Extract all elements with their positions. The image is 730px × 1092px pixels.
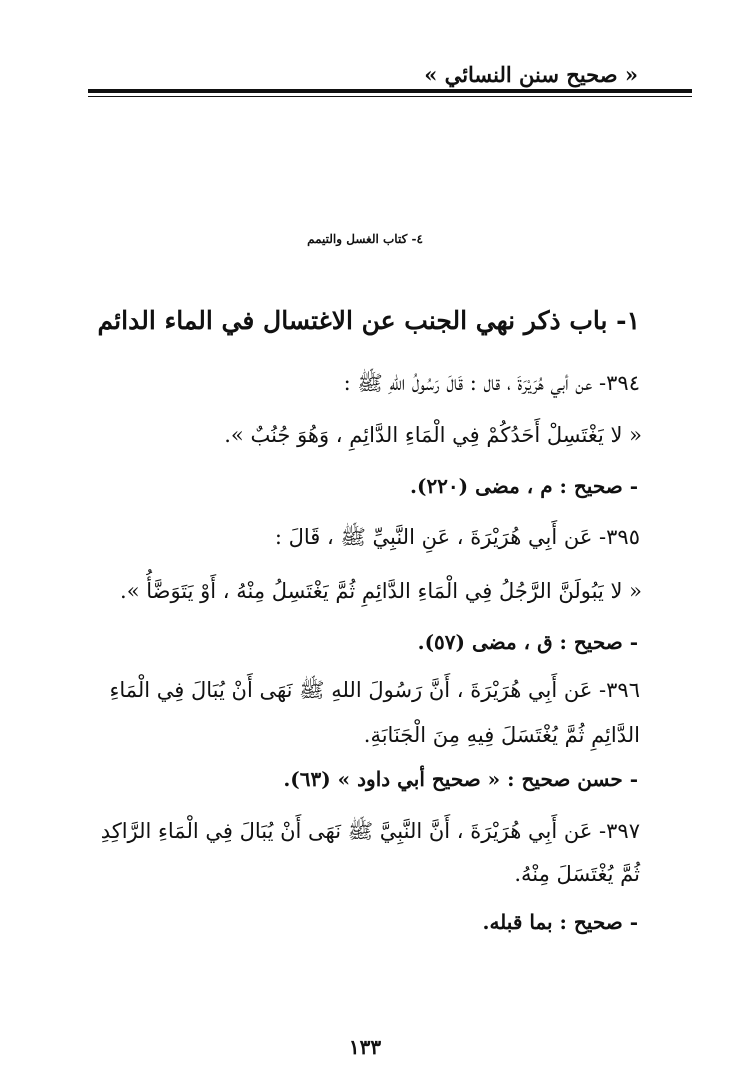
page-number: ١٣٣ [348,1035,382,1059]
running-header-title: « صحيح سنن النسائي » [424,62,638,87]
hadith-397-line-2: ثُمَّ يُغْتَسَلَ مِنْهُ. [514,862,640,886]
hadith-396-line-2: الدَّائِمِ ثُمَّ يُغْتَسَلَ فِيهِ مِنَ الْجَنَابَةِ. [363,723,640,747]
hadith-395-grade: - صحيح : ق ، مضى (٥٧). [417,630,638,654]
hadith-395-line-2: « لا يَبُولَنَّ الرَّجُلُ فِي الْمَاءِ الدَّائِمِ ثُمَّ يَغْتَسِلُ مِنْهُ ، أَوْ يَتَوَضَّأُ ». [120,579,642,603]
book-title: ٤- كتاب الغسل والتيمم [307,232,423,246]
header-rule-thick [88,89,692,93]
hadith-394-grade: - صحيح : م ، مضى (٢٢٠). [410,474,638,498]
hadith-395-line-1: ٣٩٥- عَن أَبِي هُرَيْرَةَ ، عَنِ النَّبِيِّ ﷺ ، قَالَ : [274,525,640,549]
hadith-397-line-1: ٣٩٧- عَن أَبِي هُرَيْرَةَ ، أَنَّ النَّبِيَّ ﷺ نَهَى أَنْ يُبَالَ فِي الْمَاءِ الرَّاكِدِ [100,819,640,843]
hadith-396-grade: - حسن صحيح : « صحيح أبي داود » (٦٣). [283,767,638,791]
header-rule-thin [88,96,692,97]
hadith-397-grade: - صحيح : بما قبله. [482,910,638,934]
hadith-394-line-2: « لا يَغْتَسِلْ أَحَدُكُمْ فِي الْمَاءِ الدَّائِمِ ، وَهُوَ جُنُبٌ ». [224,423,642,447]
chapter-title: ١- باب ذكر نهي الجنب عن الاغتسال في الماء الدائم [97,306,640,335]
hadith-396-line-1: ٣٩٦- عَن أَبِي هُرَيْرَةَ ، أَنَّ رَسُولَ اللهِ ﷺ نَهَى أَنْ يُبَالَ فِي الْمَاءِ [109,678,640,702]
hadith-394-line-1: ٣٩٤- عن أبي هُرَيْرَةَ ، قال : قَالَ رَسُولُ اللهِ ﷺ : [343,371,640,395]
